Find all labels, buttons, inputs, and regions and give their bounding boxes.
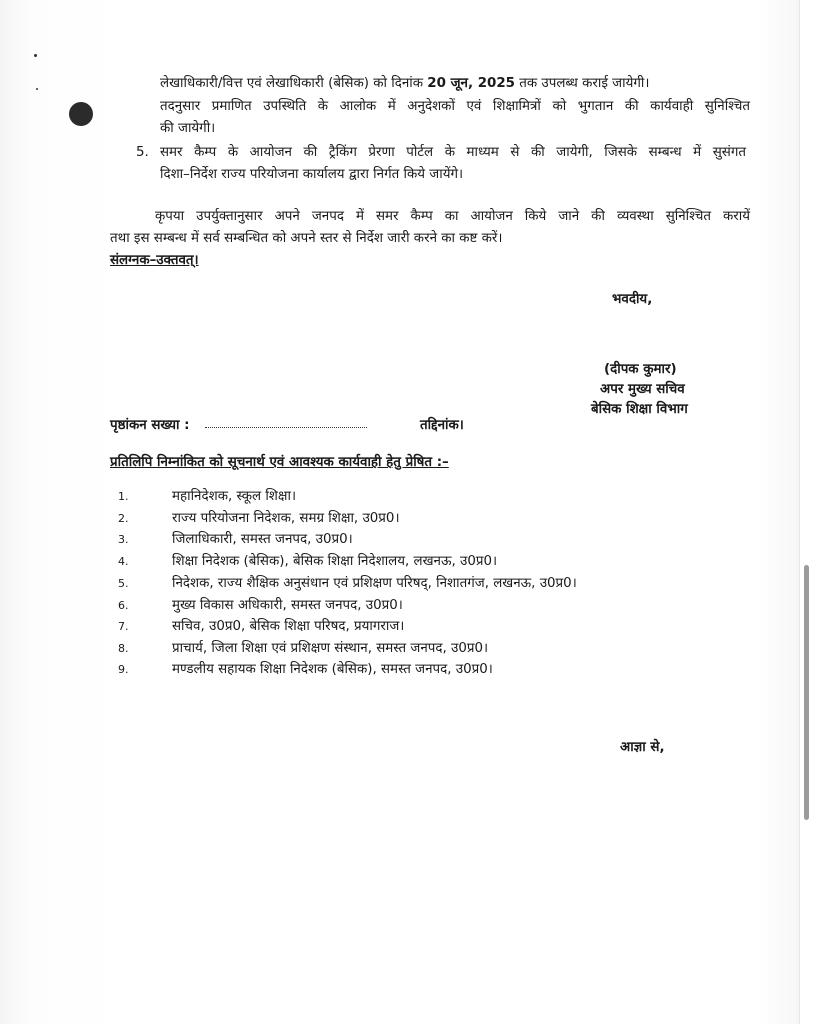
list-item [118, 552, 638, 572]
by-order-label: आज्ञा से, [620, 740, 665, 755]
list-item [118, 487, 638, 507]
signatory-department: बेसिक शिक्षा विभाग [591, 402, 688, 417]
list-item-text: मण्डलीय सहायक शिक्षा निदेशक (बेसिक), समस्त जनपद, उ0प्र0। [172, 662, 493, 677]
deadline-date: 20 जून, 2025 [427, 76, 515, 91]
list-item-text: जिलाधिकारी, समस्त जनपद, उ0प्र0। [172, 532, 353, 547]
list-item [118, 660, 638, 680]
endorsement-number-blank [205, 426, 367, 428]
list-item-number: 3. [118, 533, 129, 546]
signatory-name: (दीपक कुमार) [604, 362, 677, 377]
list-item-number: 5. [118, 577, 129, 590]
scan-speck [36, 88, 38, 90]
para-line: की जायेगी। [160, 121, 216, 136]
punch-hole [69, 102, 93, 126]
list-item [118, 509, 638, 529]
list-item-text: मुख्य विकास अधिकारी, समस्त जनपद, उ0प्र0। [172, 598, 403, 613]
scrollbar-thumb[interactable] [804, 565, 809, 820]
closing-salutation: भवदीय, [612, 292, 653, 307]
para-line: लेखाधिकारी/वित्त एवं लेखाधिकारी (बेसिक) को दिनांक 20 जून, 2025 तक उपलब्ध कराई जायेगी। [160, 76, 650, 91]
list-item-number: 1. [118, 490, 129, 503]
list-item [118, 617, 638, 637]
list-item-number: 8. [118, 642, 129, 655]
list-item [118, 574, 638, 594]
scan-speck [34, 54, 37, 57]
enclosure-label: संलग्नक–उक्तवत्। [110, 253, 199, 268]
para-line: तदनुसार प्रमाणित उपस्थिति के आलोक में अनुदेशकों एवं शिक्षामित्रों को भुगतान की कार्यवाही सुनिश्चित [160, 99, 750, 114]
list-item-text: प्राचार्य, जिला शिक्षा एवं प्रशिक्षण संस्थान, समस्त जनपद, उ0प्र0। [172, 641, 489, 656]
list-item-text: निदेशक, राज्य शैक्षिक अनुसंधान एवं प्रशिक्षण परिषद्, निशातगंज, लखनऊ, उ0प्र0। [172, 576, 577, 591]
list-item-number: 6. [118, 599, 129, 612]
list-item [118, 639, 638, 659]
point-line: दिशा–निर्देश राज्य परियोजना कार्यालय द्वारा निर्गत किये जायेंगे। [160, 167, 464, 182]
list-item-number: 9. [118, 663, 129, 676]
list-item-text: सचिव, उ0प्र0, बेसिक शिक्षा परिषद, प्रयागराज। [172, 619, 405, 634]
list-item-number: 2. [118, 512, 129, 525]
endorsement-date-label: तद्दिनांक। [420, 418, 464, 433]
list-item-number: 7. [118, 620, 129, 633]
list-item [118, 596, 638, 616]
point-number: 5. [136, 145, 149, 160]
list-item [118, 530, 638, 550]
list-item-text: महानिदेशक, स्कूल शिक्षा। [172, 489, 297, 504]
signatory-designation: अपर मुख्य सचिव [600, 382, 685, 397]
request-line: तथा इस सम्बन्ध में सर्व सम्बन्धित को अपने स्तर से निर्देश जारी करने का कष्ट करें। [110, 231, 503, 246]
list-item-text: राज्य परियोजना निदेशक, समग्र शिक्षा, उ0प्र0। [172, 511, 400, 526]
vertical-scrollbar[interactable] [799, 0, 814, 1024]
copy-to-heading: प्रतिलिपि निम्नांकित को सूचनार्थ एवं आवश्यक कार्यवाही हेतु प्रेषित :– [110, 455, 449, 470]
request-line: कृपया उपर्युक्तानुसार अपने जनपद में समर कैम्प का आयोजन किये जाने की व्यवस्था सुनिश्चित करायें [155, 209, 750, 224]
list-item-text: शिक्षा निदेशक (बेसिक), बेसिक शिक्षा निदेशालय, लखनऊ, उ0प्र0। [172, 554, 498, 569]
list-item-number: 4. [118, 555, 129, 568]
point-line: समर कैम्प के आयोजन की ट्रैकिंग प्रेरणा पोर्टल के माध्यम से की जायेगी, जिसके सम्बन्ध में सुसंगत [160, 145, 746, 160]
endorsement-number-label: पृष्ठांकन सख्या : [110, 418, 190, 433]
